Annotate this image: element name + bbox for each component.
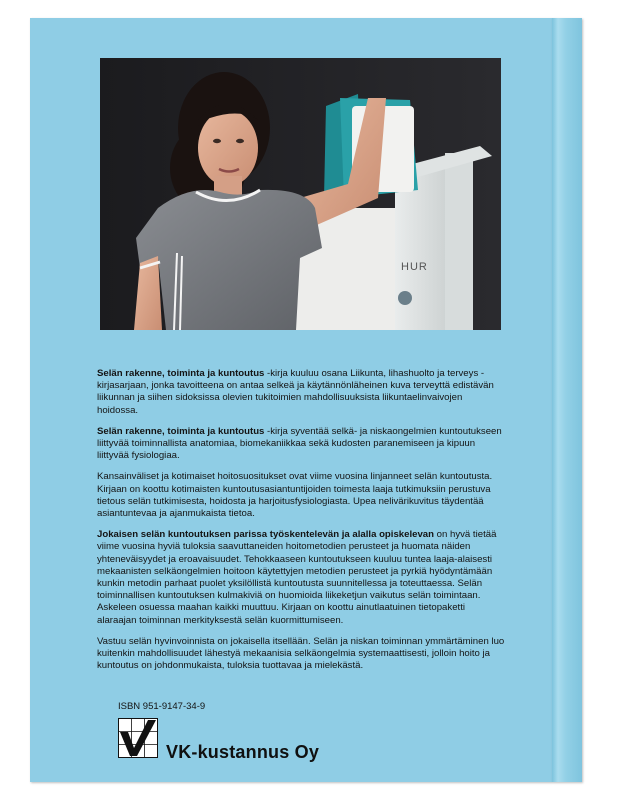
blurb-paragraph-4: Jokaisen selän kuntoutuksen parissa työskentelevän ja alalla opiskelevan on hyvä tietää viime vuosina hyviä tuloksia saavuttaneiden hoitometodien perusteet ja huomata näiden yhteneväisyydet ja eroavaisuudet. Tehokkaaseen kuntoutukseen kuuluu tuntea laaja-alaisesti mekaanisten selkäongelmien hoitoon käytettyjen metodien perusteet ja pyrkiä hyödyntämään kunkin metodin parhaat puolet yksilöllistä kuntoutusta suunnitellessa ja toteuttaessa. Selän toiminnallisen kuntoutuksen kulmakiviä on huomioida liikeketjun vaikutus selän toimintaan. Askeleen osuessa maahan kaikki muuttuu. Kirjaan on koottu ainutlaatuinen tietopaketti alaraajan toiminnan merkityksestä selän kuormittumiseen. — [97, 529, 497, 626]
machine-label: HUR — [401, 261, 428, 273]
blurb-paragraph-1: Selän rakenne, toiminta ja kuntoutus -kirja kuuluu osana Liikunta, lihashuolto ja terveys -kirjasarjaan, jonka tavoitteena on antaa selkeä ja käytännönläheinen kuva terveyttä edistävän liikunnan ja siihen sidoksissa olevien tukitoimien mahdollisuuksista liikuntaelinvaivojen hoidossa. — [97, 368, 494, 416]
blurb-paragraph-3: Kansainväliset ja kotimaiset hoitosuositukset ovat viime vuosina linjanneet selän kuntoutusta. Kirjaan on koottu kotimaisten kuntoutusasiantuntijoiden toimesta laaja tutkimuksiin perustuva tietous selän tutkimisesta, hoidosta ja harjoitusfysiologiasta. Upea nelivärikuvitus täydentää asiantuntevaa ja ajanmukaista tietoa. — [97, 471, 493, 520]
isbn-number: ISBN 951-9147-34-9 — [118, 701, 206, 712]
publisher-name: VK-kustannus Oy — [166, 742, 320, 762]
back-cover-blurb — [97, 368, 505, 681]
blurb-paragraph-2: Selän rakenne, toiminta ja kuntoutus -kirja syventää selkä- ja niskaongelmien kuntoutukseen liittyvää toiminnallista anatomiaa, biomekaniikkaa sekä kudosten paranemiseen ja kipuun liittyvää fysiologiaa. — [97, 425, 502, 462]
vk-checkmark-grid-logo-icon — [118, 718, 158, 758]
blurb-paragraph-5: Vastuu selän hyvinvoinnista on jokaisella itsellään. Selän ja niskan toiminnan ymmärtäminen luo kuitenkin mahdollisuudet lähestyä mekaanisia selkäongelmia systemaattisesti, jolloin hoito ja kuntoutus on johdonmukaista, tuloksia tuottavaa ja mielekästä. — [97, 635, 505, 672]
cover-photo — [100, 58, 501, 330]
book-spine — [552, 18, 582, 782]
